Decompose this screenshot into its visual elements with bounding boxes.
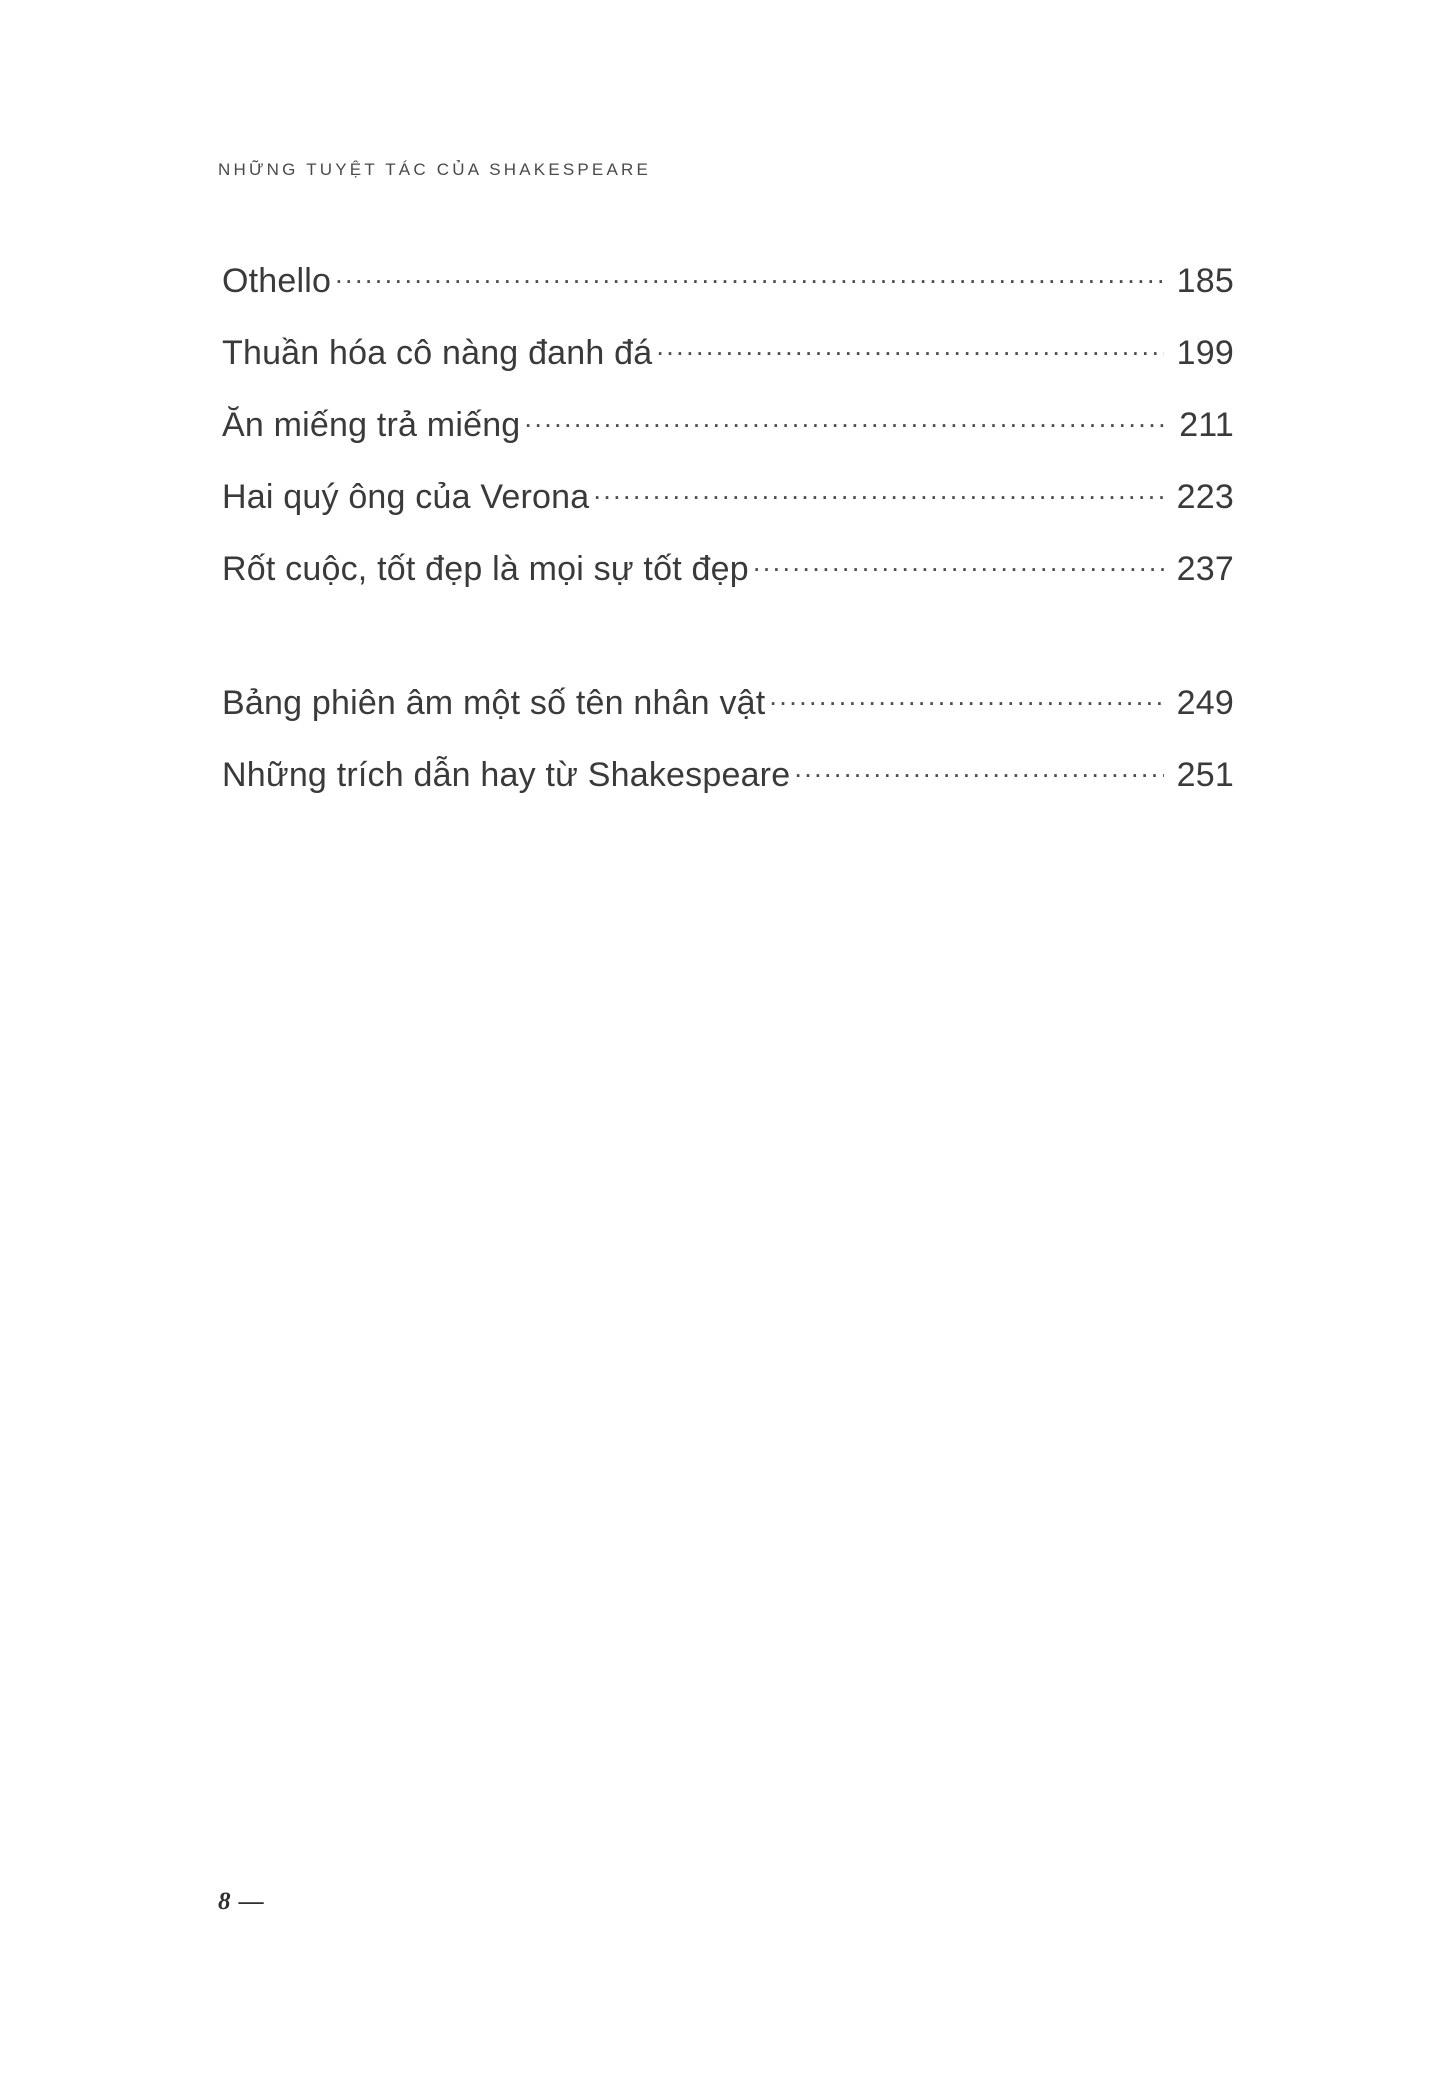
toc-entry-title: Những trích dẫn hay từ Shakespeare <box>222 756 791 794</box>
toc-group-chapters <box>222 258 1234 618</box>
toc-entry-title: Hai quý ông của Verona <box>222 478 590 516</box>
toc-group-appendix <box>222 680 1234 824</box>
toc-entry-page: 211 <box>1179 406 1234 444</box>
toc-entry[interactable] <box>222 402 1234 474</box>
toc-entry-page: 199 <box>1176 334 1234 372</box>
toc-entry-page: 223 <box>1176 478 1234 516</box>
page-number: 8 — <box>218 1888 265 1915</box>
toc-entry-page: 185 <box>1176 262 1234 300</box>
toc-group-separator <box>222 618 1234 680</box>
toc-entry[interactable] <box>222 258 1234 330</box>
toc-entry[interactable] <box>222 330 1234 402</box>
toc-entry-page: 251 <box>1176 756 1234 794</box>
toc-entry[interactable] <box>222 680 1234 752</box>
toc-entry-title: Ăn miếng trả miếng <box>222 406 521 444</box>
toc-entry-page: 249 <box>1176 684 1234 722</box>
toc-entry-title: Othello <box>222 262 332 300</box>
toc-leader-dots <box>794 752 1164 786</box>
toc-entry-page: 237 <box>1176 550 1234 588</box>
toc-entry[interactable] <box>222 546 1234 618</box>
toc-entry-title: Rốt cuộc, tốt đẹp là mọi sự tốt đẹp <box>222 550 749 588</box>
toc-leader-dots <box>656 330 1164 364</box>
toc-leader-dots <box>335 258 1164 292</box>
toc-entry-title: Bảng phiên âm một số tên nhân vật <box>222 684 766 722</box>
toc-leader-dots <box>753 546 1164 580</box>
table-of-contents <box>222 258 1234 824</box>
toc-entry[interactable] <box>222 752 1234 824</box>
toc-leader-dots <box>593 474 1164 508</box>
toc-entry-title: Thuần hóa cô nàng đanh đá <box>222 334 653 372</box>
running-head: NHỮNG TUYỆT TÁC CỦA SHAKESPEARE <box>218 160 652 179</box>
toc-leader-dots <box>769 680 1164 714</box>
toc-entry[interactable] <box>222 474 1234 546</box>
toc-leader-dots <box>524 402 1164 436</box>
